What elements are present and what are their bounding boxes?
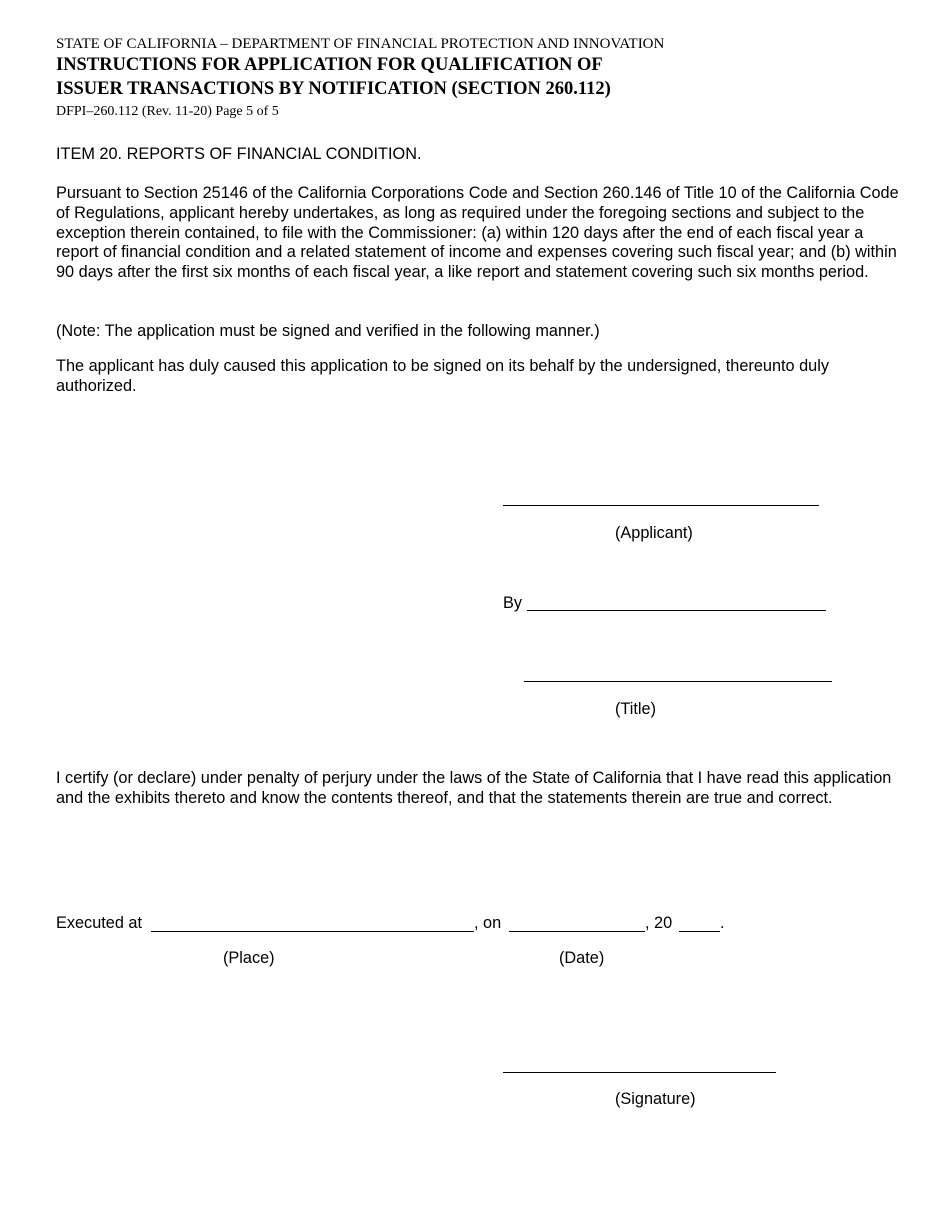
year-line[interactable] — [679, 931, 720, 932]
execution-period: . — [720, 914, 725, 932]
signature-line[interactable] — [503, 1072, 776, 1073]
year-prefix-label: , 20 — [645, 914, 673, 932]
form-title-line-1: INSTRUCTIONS FOR APPLICATION FOR QUALIFICATION OF — [56, 55, 603, 75]
place-label: (Place) — [223, 949, 275, 967]
authorization-paragraph: The applicant has duly caused this application to be signed on its behalf by the undersigned, thereunto duly authorized. — [56, 357, 829, 395]
place-line[interactable] — [151, 931, 474, 932]
date-line[interactable] — [509, 931, 645, 932]
certification-paragraph: I certify (or declare) under penalty of perjury under the laws of the State of California that I have read this application and the exhibits thereto and know the contents thereof, and that the statements therein are true and correct. — [56, 769, 892, 807]
title-line[interactable] — [524, 681, 832, 682]
signing-note: (Note: The application must be signed and verified in the following manner.) — [56, 322, 600, 340]
executed-at-label: Executed at — [56, 914, 142, 932]
on-label: , on — [474, 914, 502, 932]
item-heading: ITEM 20. REPORTS OF FINANCIAL CONDITION. — [56, 145, 422, 163]
form-reference: DFPI–260.112 (Rev. 11-20) Page 5 of 5 — [56, 104, 279, 119]
title-label: (Title) — [615, 700, 656, 718]
by-signature-line[interactable] — [527, 610, 826, 611]
applicant-label: (Applicant) — [615, 524, 693, 542]
date-label: (Date) — [559, 949, 605, 967]
applicant-signature-line[interactable] — [503, 505, 819, 506]
form-title-line-2: ISSUER TRANSACTIONS BY NOTIFICATION (SECTION 260.112) — [56, 79, 611, 99]
by-label: By — [503, 594, 523, 612]
undertaking-paragraph: Pursuant to Section 25146 of the California Corporations Code and Section 260.146 of Title 10 of the California Code of Regulations, applicant hereby undertakes, as long as required under the foregoing sections and subject to the exception therein contained, to file with the Commissioner: (a) within 120 days after the end of each fiscal year a report of financial condition and a related statement of income and expenses covering such fiscal year; and (b) within 90 days after the first six months of each fiscal year, a like report and statement covering such six months period. — [56, 184, 899, 282]
signature-label: (Signature) — [615, 1090, 696, 1108]
agency-name: STATE OF CALIFORNIA – DEPARTMENT OF FINANCIAL PROTECTION AND INNOVATION — [56, 36, 665, 52]
